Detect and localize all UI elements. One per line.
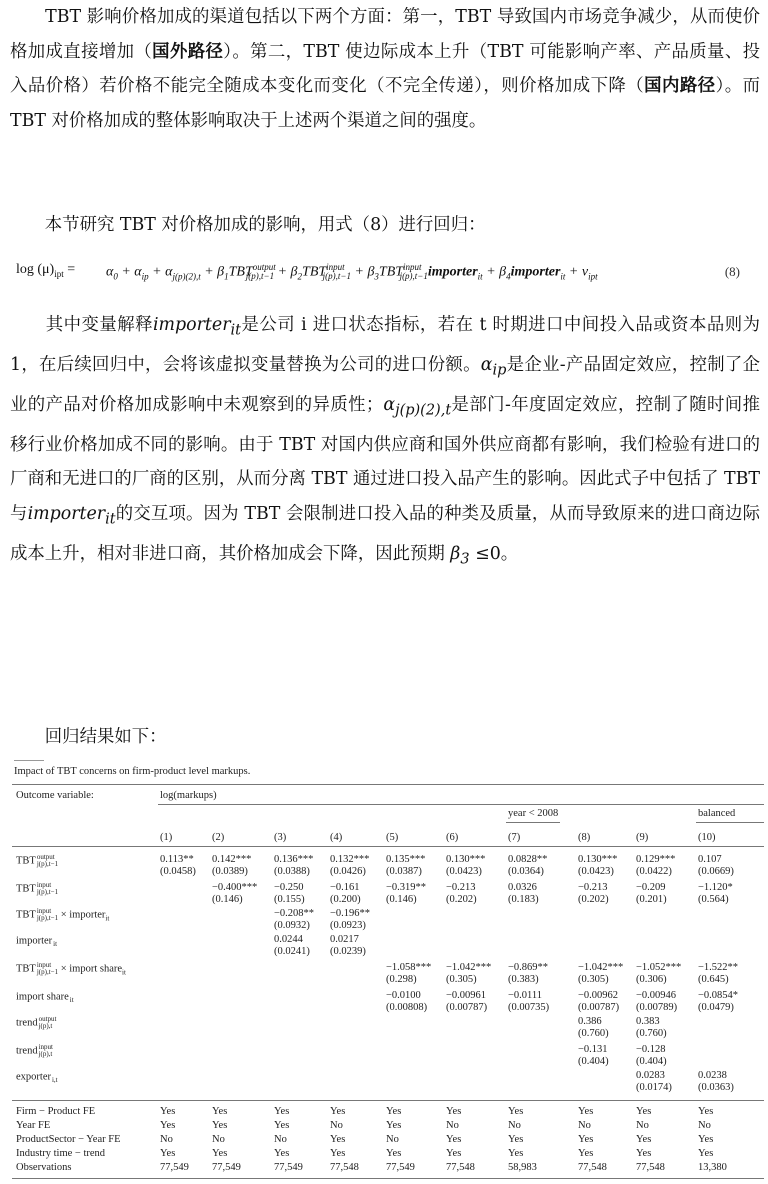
coefficient: 0.132*** <box>330 854 370 865</box>
coefficient: 0.0326 <box>508 882 537 893</box>
std-error: (0.645) <box>698 974 729 985</box>
coefficient: −0.0111 <box>508 990 543 1001</box>
std-error: (0.760) <box>636 1028 667 1039</box>
std-error: (0.0364) <box>508 866 544 877</box>
equation-number: (8) <box>724 264 740 279</box>
std-error: (0.404) <box>578 1056 609 1067</box>
coefficient: −1.052*** <box>636 962 682 973</box>
std-error: (0.305) <box>578 974 609 985</box>
row-label: importer it <box>16 935 58 948</box>
paragraph-channels <box>0 0 768 138</box>
table-rule <box>12 846 764 847</box>
fe-value: 77,549 <box>160 1162 189 1173</box>
fe-value: Yes <box>330 1134 346 1145</box>
coefficient: 0.107 <box>698 854 722 865</box>
table-caption: Impact of TBT concerns on firm-product level markups. <box>14 766 251 777</box>
fe-value: Yes <box>330 1106 346 1117</box>
table-rule <box>158 804 764 805</box>
std-error: (0.0923) <box>330 920 366 931</box>
coefficient: −0.400*** <box>212 882 258 893</box>
std-error: (0.00787) <box>578 1002 620 1013</box>
std-error: (0.0426) <box>330 866 366 877</box>
fe-value: Yes <box>698 1134 714 1145</box>
std-error: (0.0389) <box>212 866 248 877</box>
equation-8 <box>16 252 740 296</box>
paragraph-text: ）。而 TBT 对价格加成的整体影响取决于上述两个渠道之间的强度。 <box>10 76 760 131</box>
fe-value: No <box>160 1134 173 1145</box>
coefficient: −1.058*** <box>386 962 432 973</box>
column-header: (1) <box>160 832 173 843</box>
fe-value: Yes <box>446 1106 462 1117</box>
fe-value: 77,548 <box>446 1162 475 1173</box>
std-error: (0.306) <box>636 974 667 985</box>
fe-value: Yes <box>578 1106 594 1117</box>
std-error: (0.0423) <box>578 866 614 877</box>
std-error: (0.200) <box>330 894 361 905</box>
std-error: (0.305) <box>446 974 477 985</box>
table-rule <box>12 1100 764 1101</box>
fe-value: Yes <box>330 1148 346 1159</box>
fe-value: 77,549 <box>274 1162 303 1173</box>
std-error: (0.202) <box>578 894 609 905</box>
column-header: (4) <box>330 832 343 843</box>
coefficient: −1.042*** <box>578 962 624 973</box>
std-error: (0.0174) <box>636 1082 672 1093</box>
fe-row-label: Industry time − trend <box>16 1148 106 1159</box>
fe-value: Yes <box>274 1120 290 1131</box>
column-header: (3) <box>274 832 287 843</box>
fe-value: No <box>446 1120 459 1131</box>
column-header: (5) <box>386 832 399 843</box>
coefficient: 0.0217 <box>330 934 359 945</box>
fe-value: No <box>212 1134 225 1145</box>
paragraph-text: TBT 影响价格加成的渠道包括以下两个方面：第一，TBT 导致国内市场竞争减少，从而使价格加成直接增加（ <box>10 7 760 62</box>
fe-value: Yes <box>636 1106 652 1117</box>
row-label: TBTinput j(p),t−1 <box>16 881 59 896</box>
coefficient: 0.0283 <box>636 1070 665 1081</box>
std-error: (0.0932) <box>274 920 310 931</box>
fe-value: No <box>274 1134 287 1145</box>
column-header: (9) <box>636 832 649 843</box>
coefficient: −0.128 <box>636 1044 666 1055</box>
coefficient: 0.135*** <box>386 854 426 865</box>
bold-term: 国外路径 <box>152 41 224 62</box>
fe-value: Yes <box>698 1148 714 1159</box>
paragraph-regression-intro: 本节研究 TBT 对价格加成的影响，用式（8）进行回归： <box>10 215 486 235</box>
coefficient: −0.00961 <box>446 990 487 1001</box>
std-error: (0.146) <box>386 894 417 905</box>
coefficient: −0.213 <box>578 882 608 893</box>
fe-value: 77,549 <box>386 1162 415 1173</box>
coefficient: −0.0854* <box>698 990 739 1001</box>
coefficient: 0.130*** <box>446 854 486 865</box>
fe-value: No <box>578 1120 591 1131</box>
std-error: (0.0423) <box>446 866 482 877</box>
coefficient: 0.113** <box>160 854 194 865</box>
fe-value: 77,548 <box>330 1162 359 1173</box>
std-error: (0.0241) <box>274 946 310 957</box>
fe-value: Yes <box>508 1134 524 1145</box>
fe-value: 77,548 <box>636 1162 665 1173</box>
coefficient: −0.869** <box>508 962 549 973</box>
std-error: (0.0479) <box>698 1002 734 1013</box>
fe-value: Yes <box>274 1148 290 1159</box>
outcome-label: Outcome variable: <box>16 790 94 801</box>
fe-value: Yes <box>212 1148 228 1159</box>
column-header: (2) <box>212 832 225 843</box>
fe-row-label: Year FE <box>16 1120 51 1131</box>
fe-value: 77,549 <box>212 1162 241 1173</box>
paragraph-results-intro: 回归结果如下： <box>10 727 167 747</box>
fe-value: Yes <box>386 1120 402 1131</box>
coefficient: 0.0244 <box>274 934 303 945</box>
coefficient: 0.136*** <box>274 854 314 865</box>
std-error: (0.404) <box>636 1056 667 1067</box>
fe-value: No <box>698 1120 711 1131</box>
fe-row-label: ProductSector − Year FE <box>16 1134 121 1145</box>
std-error: (0.183) <box>508 894 539 905</box>
fe-value: No <box>636 1120 649 1131</box>
row-label: trendinput j(p),t <box>16 1043 53 1058</box>
row-label: trendoutput j(p),t <box>16 1015 57 1030</box>
coefficient: −0.196** <box>330 908 371 919</box>
std-error: (0.760) <box>578 1028 609 1039</box>
fe-value: Yes <box>160 1106 176 1117</box>
std-error: (0.0363) <box>698 1082 734 1093</box>
table-rule <box>506 822 560 823</box>
fe-value: Yes <box>446 1134 462 1145</box>
fe-value: Yes <box>636 1148 652 1159</box>
coefficient: −0.0100 <box>386 990 421 1001</box>
coefficient: 0.0238 <box>698 1070 727 1081</box>
fe-value: Yes <box>274 1106 290 1117</box>
std-error: (0.00787) <box>446 1002 488 1013</box>
coefficient: 0.0828** <box>508 854 548 865</box>
coefficient: −0.319** <box>386 882 427 893</box>
std-error: (0.298) <box>386 974 417 985</box>
std-error: (0.0239) <box>330 946 366 957</box>
equation-rhs: $\alpha_0 + \alpha_{ip} + \alpha_{j(p)(2),t} + \beta_1TBT^{output}_{j(p),t-1} + \beta_2TBT^{input}_{j(p),t-1}$ + $\beta_3TBT^{input}_{j(p),t-1}importer_{it}$ + $\beta_4importer_{it} + \nu_{ipt}$ <box>106 262 598 282</box>
fe-value: Yes <box>508 1148 524 1159</box>
std-error: (0.00789) <box>636 1002 678 1013</box>
std-error: (0.0458) <box>160 866 196 877</box>
fe-row-label: Firm − Product FE <box>16 1106 96 1117</box>
fe-row-label: Observations <box>16 1162 72 1173</box>
table-rule <box>12 784 764 785</box>
coefficient: −0.213 <box>446 882 476 893</box>
coefficient: −1.042*** <box>446 962 492 973</box>
outcome-value: log(markups) <box>160 790 217 801</box>
coefficient: 0.130*** <box>578 854 618 865</box>
coefficient: −0.00946 <box>636 990 677 1001</box>
std-error: (0.0388) <box>274 866 310 877</box>
row-label: exporter i,t <box>16 1071 58 1084</box>
fe-value: Yes <box>212 1120 228 1131</box>
fe-value: Yes <box>160 1148 176 1159</box>
row-label: TBTinput j(p),t−1 × importer$_{it}$ <box>16 907 110 923</box>
coefficient: −0.161 <box>330 882 360 893</box>
coefficient: −1.522** <box>698 962 739 973</box>
fe-value: No <box>386 1134 399 1145</box>
row-label: import share it <box>16 991 74 1004</box>
coefficient: 0.383 <box>636 1016 660 1027</box>
coefficient: 0.386 <box>578 1016 602 1027</box>
bold-term: 国内路径 <box>644 76 716 96</box>
std-error: (0.155) <box>274 894 305 905</box>
table-rule <box>12 1178 764 1179</box>
fe-value: Yes <box>446 1148 462 1159</box>
std-error: (0.0669) <box>698 866 734 877</box>
fe-value: Yes <box>578 1134 594 1145</box>
std-error: (0.0422) <box>636 866 672 877</box>
coefficient: −0.250 <box>274 882 304 893</box>
fe-value: No <box>330 1120 343 1131</box>
column-header: (6) <box>446 832 459 843</box>
paragraph-text: ）。第二，TBT 使边际成本上升（TBT 可能影响产率、产品质量、投入品价格）若价格不能完全随成本变化而变化（不完全传递），则价格加成下降（ <box>10 41 760 96</box>
coefficient: −1.120* <box>698 882 733 893</box>
subhead-balanced: balanced <box>698 808 736 819</box>
subhead-year: year < 2008 <box>508 808 559 819</box>
paragraph-variable-definitions: 其中变量解释importer$_{it}$是公司 i 进口状态指标，若在 t 时期进口中间投入品或资本品则为 1，在后续回归中，会将该虚拟变量替换为公司的进口份额。$\alpha_{ip}$是企业-产品固定效应，控制了企业的产品对价格加成影响中未观察到的异质性；$\alpha_{j(p)(2),t}$是部门-年度固定效应，控制了随时间推移行业价格加成不同的影响。由于 TBT 对国内供应商和国外供应商都有影响，我们检验有进口的厂商和无进口的厂商的区别，从而分离 TBT 通过进口投入品产生的影响。因此式子中包括了 TBT 与importer$_{it}$的交互项。因为 TBT 会限制进口投入品的种类及质量，从而导致原来的进口商边际成本上升，相对非进口商，其价格加成会下降，因此预期 $\beta_3 \le 0$。 <box>10 315 760 568</box>
fe-value: Yes <box>636 1134 652 1145</box>
std-error: (0.564) <box>698 894 729 905</box>
fe-value: 77,548 <box>578 1162 607 1173</box>
coefficient: 0.129*** <box>636 854 676 865</box>
column-header: (8) <box>578 832 591 843</box>
coefficient: −0.208** <box>274 908 315 919</box>
fe-value: Yes <box>160 1120 176 1131</box>
std-error: (0.201) <box>636 894 667 905</box>
column-header: (10) <box>698 832 716 843</box>
caption-rule <box>14 760 44 761</box>
std-error: (0.0387) <box>386 866 422 877</box>
std-error: (0.00808) <box>386 1002 428 1013</box>
fe-value: 13,380 <box>698 1162 727 1173</box>
table-rule <box>696 822 764 823</box>
fe-value: 58,983 <box>508 1162 537 1173</box>
std-error: (0.00735) <box>508 1002 550 1013</box>
std-error: (0.202) <box>446 894 477 905</box>
coefficient: −0.131 <box>578 1044 608 1055</box>
fe-value: No <box>508 1120 521 1131</box>
std-error: (0.146) <box>212 894 243 905</box>
fe-value: Yes <box>578 1148 594 1159</box>
fe-value: Yes <box>698 1106 714 1117</box>
coefficient: 0.142*** <box>212 854 252 865</box>
equation-lhs: $\log (\mu)_{ipt}$ = <box>16 262 76 279</box>
std-error: (0.383) <box>508 974 539 985</box>
row-label: TBToutput j(p),t−1 <box>16 853 59 868</box>
coefficient: −0.00962 <box>578 990 619 1001</box>
coefficient: −0.209 <box>636 882 666 893</box>
row-label: TBTinput j(p),t−1 × import share$_{it}$ <box>16 961 126 977</box>
fe-value: Yes <box>508 1106 524 1117</box>
fe-value: Yes <box>212 1106 228 1117</box>
column-header: (7) <box>508 832 521 843</box>
fe-value: Yes <box>386 1148 402 1159</box>
fe-value: Yes <box>386 1106 402 1117</box>
